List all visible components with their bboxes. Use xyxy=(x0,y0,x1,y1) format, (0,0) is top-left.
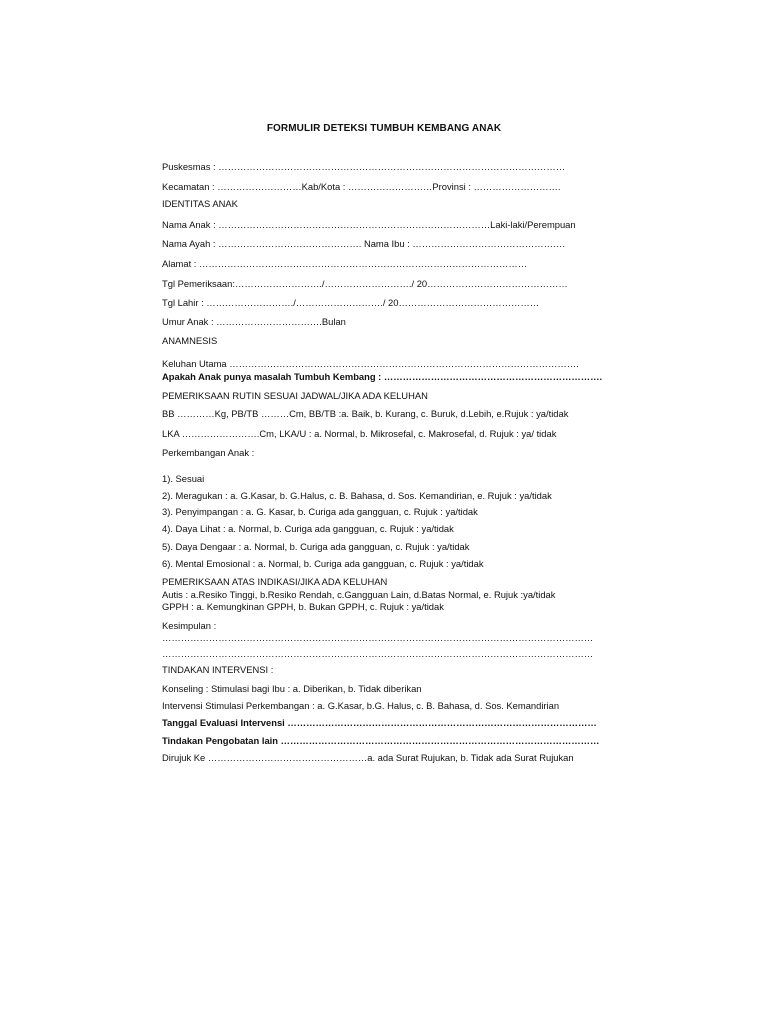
section-tindakan-intervensi: TINDAKAN INTERVENSI : xyxy=(162,664,274,675)
option-daya-dengar: 5). Daya Dengaar : a. Normal, b. Curiga ada gangguan, c. Rujuk : ya/tidak xyxy=(162,541,470,552)
field-lka: LKA …………………….Cm, LKA/U : a. Normal, b. Mikrosefal, c. Makrosefal, d. Rujuk : ya/ tidak xyxy=(162,428,557,439)
section-identitas-anak: IDENTITAS ANAK xyxy=(162,198,238,209)
field-masalah-tumbuh-kembang: Apakah Anak punya masalah Tumbuh Kembang : ……………………………………………………………. xyxy=(162,371,602,382)
field-tgl-pemeriksaan: Tgl Pemeriksaan:………………………./………………………./ 20……………………………………… xyxy=(162,278,568,289)
field-gpph: GPPH : a. Kemungkinan GPPH, b. Bukan GPPH, c. Rujuk : ya/tidak xyxy=(162,601,444,612)
option-penyimpangan: 3). Penyimpangan : a. G. Kasar, b. Curiga ada gangguan, c. Rujuk : ya/tidak xyxy=(162,506,478,517)
label-perkembangan-anak: Perkembangan Anak : xyxy=(162,447,255,458)
field-tindakan-pengobatan: Tindakan Pengobatan lain ………………………………………………………………………………………… xyxy=(162,735,600,746)
field-konseling: Konseling : Stimulasi bagi Ibu : a. Diberikan, b. Tidak diberikan xyxy=(162,683,422,694)
label-kesimpulan: Kesimpulan : xyxy=(162,620,217,631)
kesimpulan-line-2: ………………………………………………………………………………………………………………………… xyxy=(162,648,594,659)
field-nama-anak: Nama Anak : ……………………………………………………………………………Laki-laki/Perempuan xyxy=(162,219,576,230)
field-intervensi-stimulasi: Intervensi Stimulasi Perkembangan : a. G.Kasar, b.G. Halus, c. B. Bahasa, d. Sos. Kemandirian xyxy=(162,700,560,711)
kesimpulan-line-1: ………………………………………………………………………………………………………………………… xyxy=(162,632,594,643)
field-tanggal-evaluasi: Tanggal Evaluasi Intervensi ……………………………………………………………………………………… xyxy=(162,717,597,728)
field-bb-pbtb: BB …………Kg, PB/TB ………Cm, BB/TB :a. Baik, b. Kurang, c. Buruk, d.Lebih, e.Rujuk : ya/tidak xyxy=(162,408,569,419)
section-pemeriksaan-indikasi: PEMERIKSAAN ATAS INDIKASI/JIKA ADA KELUHAN xyxy=(162,576,388,587)
field-umur-anak: Umur Anak : …………………………….Bulan xyxy=(162,316,346,327)
form-title: FORMULIR DETEKSI TUMBUH KEMBANG ANAK xyxy=(266,123,502,134)
field-autis: Autis : a.Resiko Tinggi, b.Resiko Rendah, c.Gangguan Lain, d.Batas Normal, e. Rujuk :ya/tidak xyxy=(162,589,556,600)
field-tgl-lahir: Tgl Lahir : ………………………./………………………./ 20……………………………………… xyxy=(162,297,540,308)
section-pemeriksaan-rutin: PEMERIKSAAN RUTIN SESUAI JADWAL/JIKA ADA KELUHAN xyxy=(162,390,428,401)
field-kecamatan: Kecamatan : ………………………Kab/Kota : ………………………Provinsi : ………………………. xyxy=(162,181,561,192)
section-anamnesis: ANAMNESIS xyxy=(162,335,218,346)
field-alamat: Alamat : …………………………………………………………………………………………… xyxy=(162,258,528,269)
field-puskesmas: Puskesmas : ………………………………………………………………………………………………… xyxy=(162,161,566,172)
field-dirujuk-ke: Dirujuk Ke ……………………………………………a. ada Surat Rujukan, b. Tidak ada Surat Rujukan xyxy=(162,752,574,763)
field-keluhan-utama: Keluhan Utama …………………………………………………………………………………………………. xyxy=(162,358,579,369)
field-nama-ayah-ibu: Nama Ayah : ………………………………………. Nama Ibu : …………………………………………. xyxy=(162,238,566,249)
option-mental-emosional: 6). Mental Emosional : a. Normal, b. Curiga ada gangguan, c. Rujuk : ya/tidak xyxy=(162,558,484,569)
option-sesuai: 1). Sesuai xyxy=(162,473,205,484)
option-meragukan: 2). Meragukan : a. G.Kasar, b. G.Halus, c. B. Bahasa, d. Sos. Kemandirian, e. Rujuk : ya/tidak xyxy=(162,490,552,501)
option-daya-lihat: 4). Daya Lihat : a. Normal, b. Curiga ada gangguan, c. Rujuk : ya/tidak xyxy=(162,523,454,534)
